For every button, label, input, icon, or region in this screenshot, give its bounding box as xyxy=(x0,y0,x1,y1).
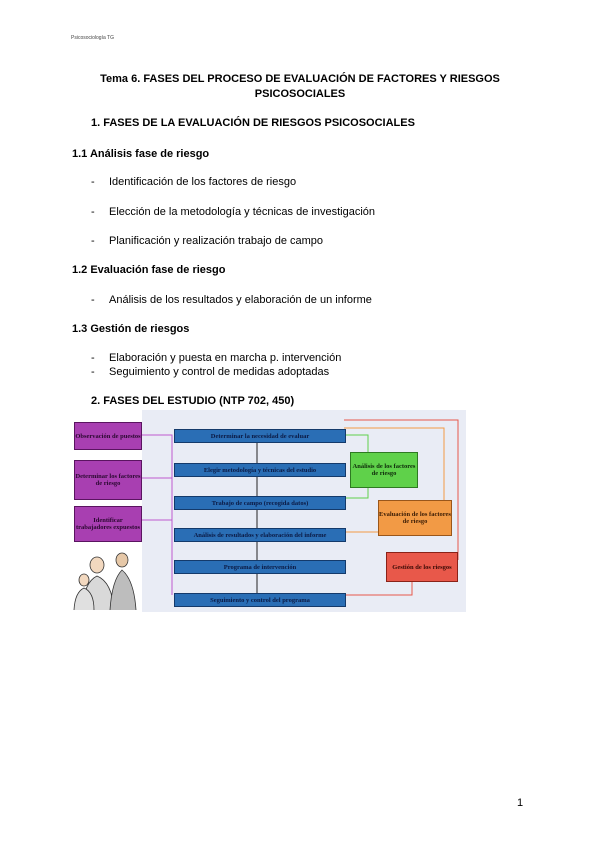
step-1: Determinar la necesidad de evaluar xyxy=(174,429,346,443)
study-phases-diagram xyxy=(72,410,466,612)
right-box-analisis: Análisis de los factores de riesgo xyxy=(350,452,418,488)
right-box-evaluacion: Evaluación de los factores de riesgo xyxy=(378,500,452,536)
step-5: Programa de intervención xyxy=(174,560,346,574)
step-4: Análisis de resultados y elaboración del informe xyxy=(174,528,346,542)
subsection-1-2-heading: 1.2 Evaluación fase de riesgo xyxy=(72,264,226,276)
people-illustration xyxy=(74,553,136,610)
section-2-heading: 2. FASES DEL ESTUDIO (NTP 702, 450) xyxy=(91,395,295,407)
title-line-2: PSICOSOCIALES xyxy=(254,88,346,100)
section-1-heading: 1. FASES DE LA EVALUACIÓN DE RIESGOS PSICOSOCIALES xyxy=(91,117,415,129)
document-title xyxy=(60,72,540,102)
page-number: 1 xyxy=(517,797,524,809)
right-box-gestion: Gestión de los riesgos xyxy=(386,552,458,582)
subsection-1-1-heading: 1.1 Análisis fase de riesgo xyxy=(72,148,210,160)
left-box-identificar: Identificar trabajadores expuestos xyxy=(74,506,142,542)
subsection-1-3-heading: 1.3 Gestión de riesgos xyxy=(72,323,190,335)
header-note: Psicosociología TG xyxy=(71,35,114,41)
step-3: Trabajo de campo (recogida datos) xyxy=(174,496,346,510)
title-line-1: Tema 6. FASES DEL PROCESO DE EVALUACIÓN DE FACTORES Y RIESGOS xyxy=(100,73,500,85)
step-2: Elegir metodología y técnicas del estudio xyxy=(174,463,346,477)
step-6: Seguimiento y control del programa xyxy=(174,593,346,607)
left-box-observacion: Observación de puestos xyxy=(74,422,142,450)
left-box-determinar: Determinar los factores de riesgo xyxy=(74,460,142,500)
